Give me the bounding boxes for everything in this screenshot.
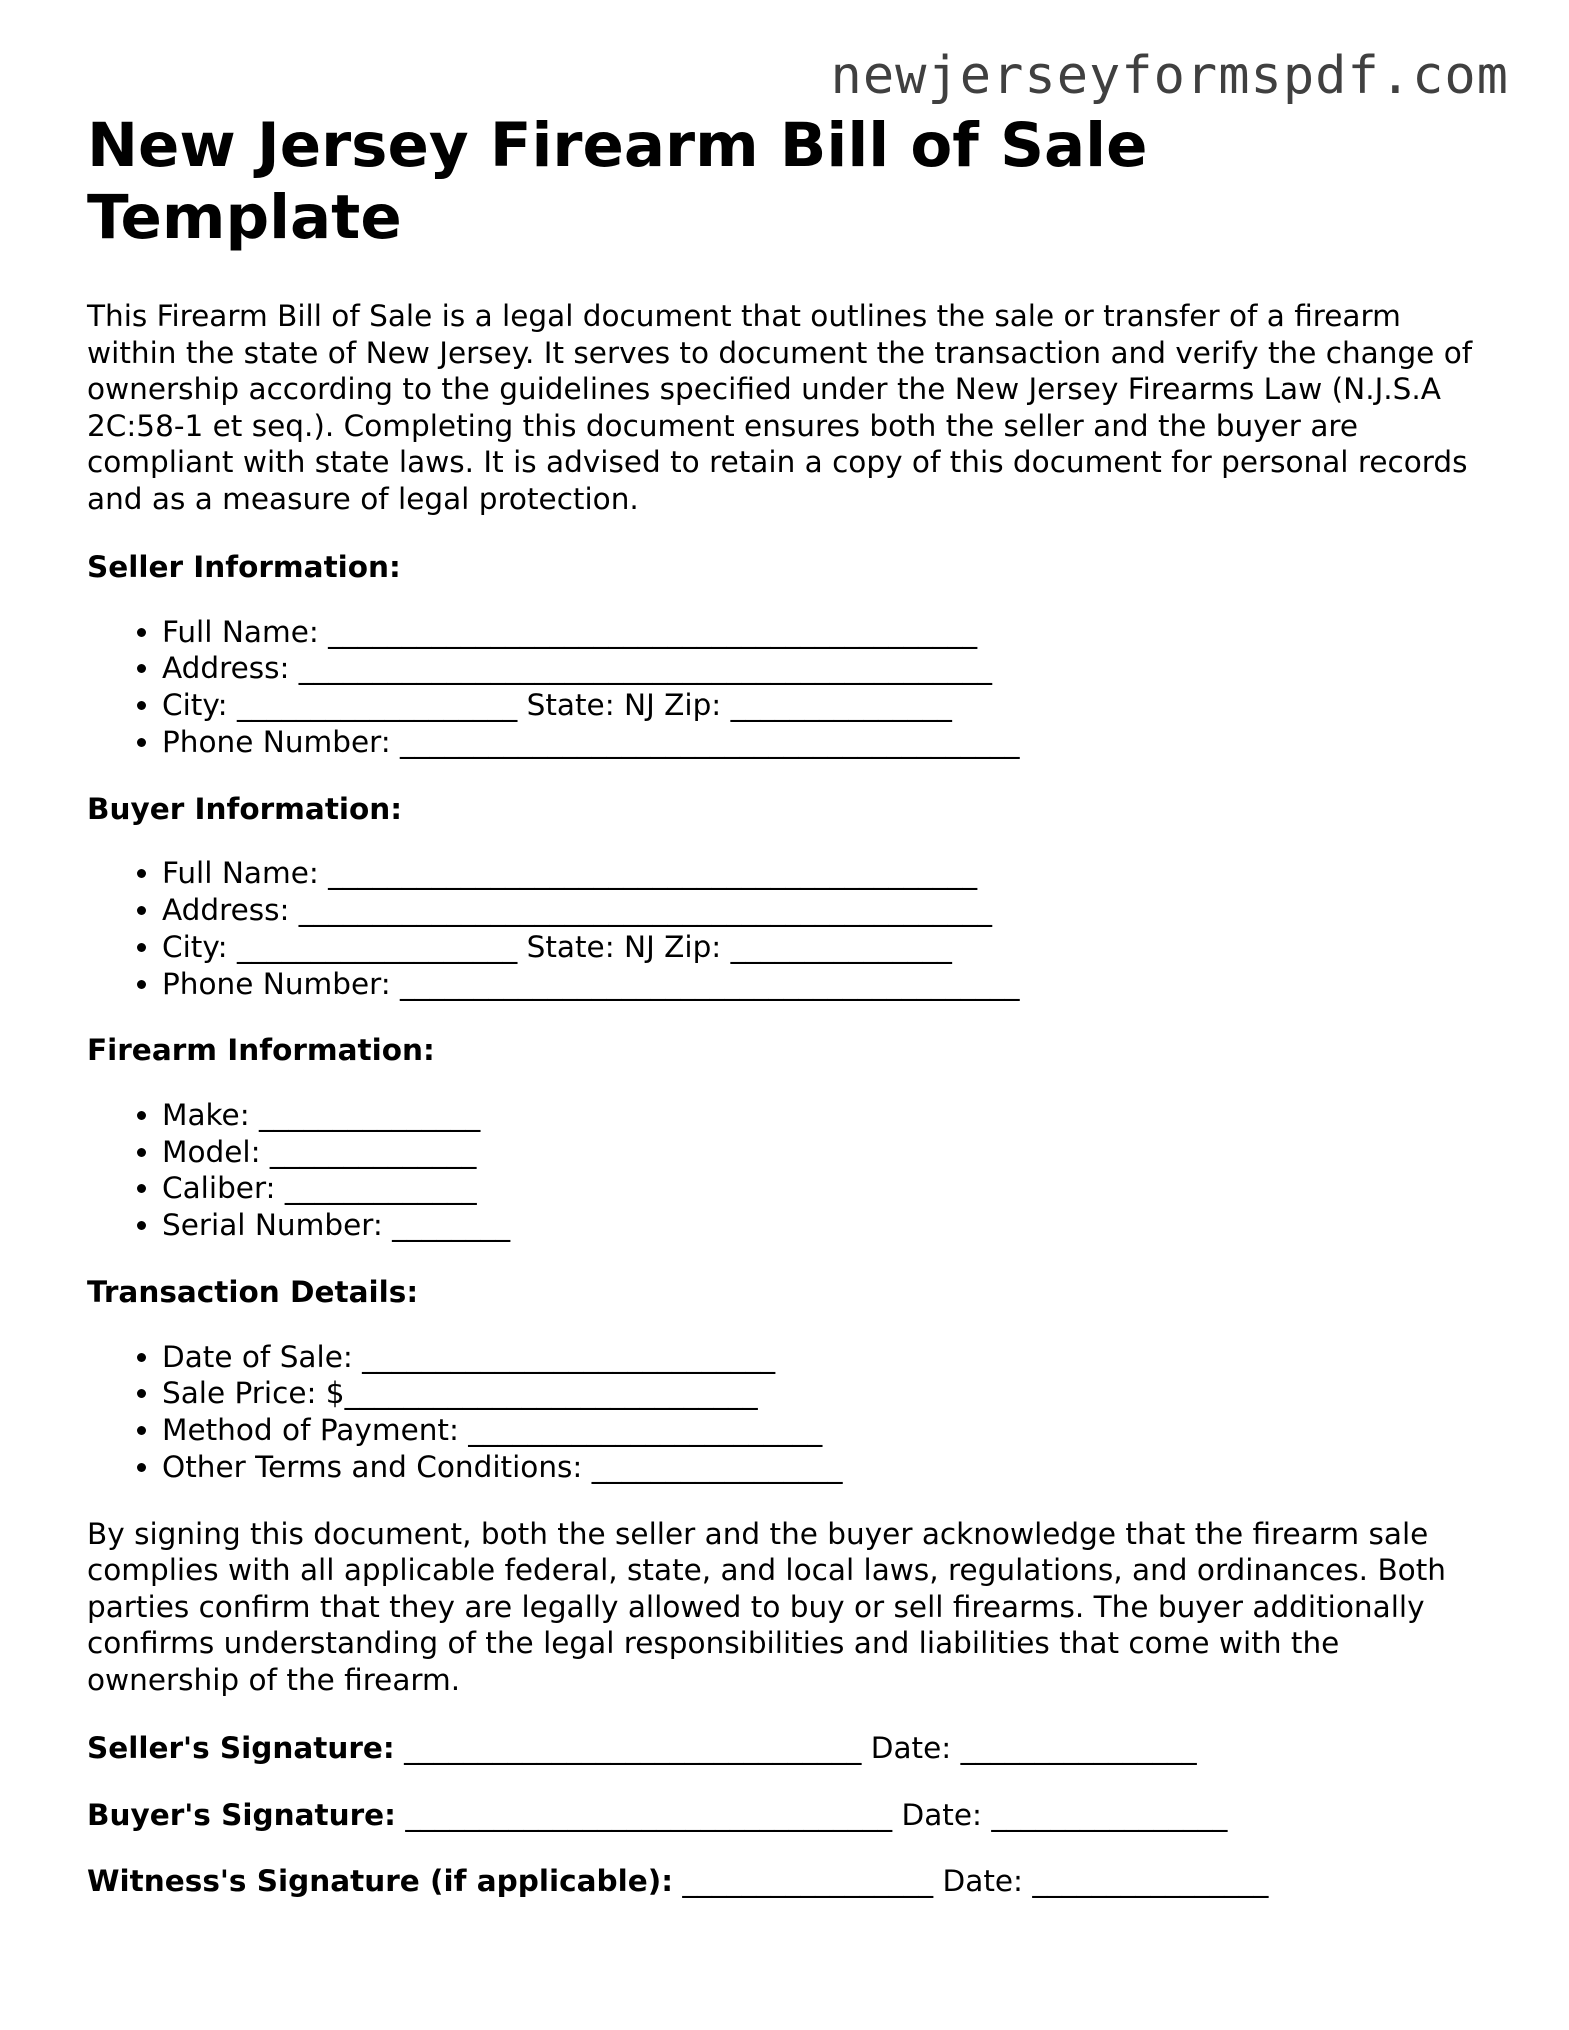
sale-price-field[interactable]: • Sale Price: $____________________________: [162, 1375, 1487, 1412]
seller-fields-list: [87, 614, 1487, 761]
seller-city-state-zip-field[interactable]: • City: ___________________ State: NJ Zip: _______________: [162, 687, 1487, 724]
intro-paragraph: This Firearm Bill of Sale is a legal document that outlines the sale or transfer of a firearm within the state of New Jersey. It serves to document the transaction and verify the change of ownership according to the guidelines specified under the New Jersey Firearms Law (N.J.S.A 2C:58-1 et seq.). Completing this document ensures both the seller and the buyer are compliant with state laws. It is advised to retain a copy of this document for personal records and as a measure of legal protection.: [87, 299, 1473, 516]
seller-section-heading: Seller Information:: [87, 550, 401, 584]
buyer-city-state-zip-field[interactable]: • City: ___________________ State: NJ Zip: _______________: [162, 929, 1487, 966]
buyer-address-field[interactable]: • Address: _______________________________________________: [162, 892, 1487, 929]
firearm-make-field[interactable]: • Make: _______________: [162, 1097, 1487, 1134]
witness-signature-row[interactable]: [87, 1863, 1487, 1900]
buyer-full-name-field[interactable]: • Full Name: ____________________________________________: [162, 855, 1487, 892]
buyer-fields-list: [87, 855, 1487, 1002]
firearm-caliber-field[interactable]: • Caliber: _____________: [162, 1170, 1487, 1207]
seller-full-name-field[interactable]: • Full Name: ____________________________________________: [162, 614, 1487, 651]
witness-signature-label: Witness's Signature (if applicable):: [87, 1864, 674, 1899]
firearm-fields-list: [87, 1097, 1487, 1244]
transaction-fields-list: [87, 1339, 1487, 1486]
document-page: [87, 110, 1487, 1930]
firearm-section-heading: Firearm Information:: [87, 1033, 435, 1068]
seller-phone-field[interactable]: • Phone Number: __________________________________________: [162, 724, 1487, 761]
seller-signature-blank[interactable]: _______________________________ Date: ________________: [394, 1731, 1197, 1766]
buyer-signature-row[interactable]: [87, 1797, 1487, 1834]
buyer-signature-blank[interactable]: _________________________________ Date: ________________: [395, 1797, 1228, 1832]
buyer-phone-field[interactable]: • Phone Number: __________________________________________: [162, 966, 1487, 1003]
firearm-model-field[interactable]: • Model: ______________: [162, 1134, 1487, 1171]
buyer-signature-label: Buyer's Signature:: [87, 1797, 396, 1832]
buyer-section-heading: Buyer Information:: [87, 791, 403, 826]
acknowledgment-paragraph: By signing this document, both the seller and the buyer acknowledge that the firearm sale complies with all applicable federal, state, and local laws, regulations, and ordinances. Both parties confirm that they are legally allowed to buy or sell firearms. The buyer additionally confirms understanding of the legal responsibilities and liabilities that come with the ownership of the firearm.: [87, 1516, 1446, 1697]
seller-address-field[interactable]: • Address: _______________________________________________: [162, 650, 1487, 687]
document-title: New Jersey Firearm Bill of Sale Template: [87, 110, 1148, 253]
witness-signature-blank[interactable]: _________________ Date: ________________: [673, 1864, 1269, 1899]
watermark: newjerseyformspdf.com: [830, 46, 1509, 106]
date-of-sale-field[interactable]: • Date of Sale: ____________________________: [162, 1339, 1487, 1376]
seller-signature-row[interactable]: [87, 1730, 1487, 1767]
seller-signature-label: Seller's Signature:: [87, 1731, 395, 1766]
firearm-serial-number-field[interactable]: • Serial Number: ________: [162, 1207, 1487, 1244]
other-terms-field[interactable]: • Other Terms and Conditions: _________________: [162, 1449, 1487, 1486]
payment-method-field[interactable]: • Method of Payment: ________________________: [162, 1412, 1487, 1449]
transaction-section-heading: Transaction Details:: [87, 1275, 419, 1310]
